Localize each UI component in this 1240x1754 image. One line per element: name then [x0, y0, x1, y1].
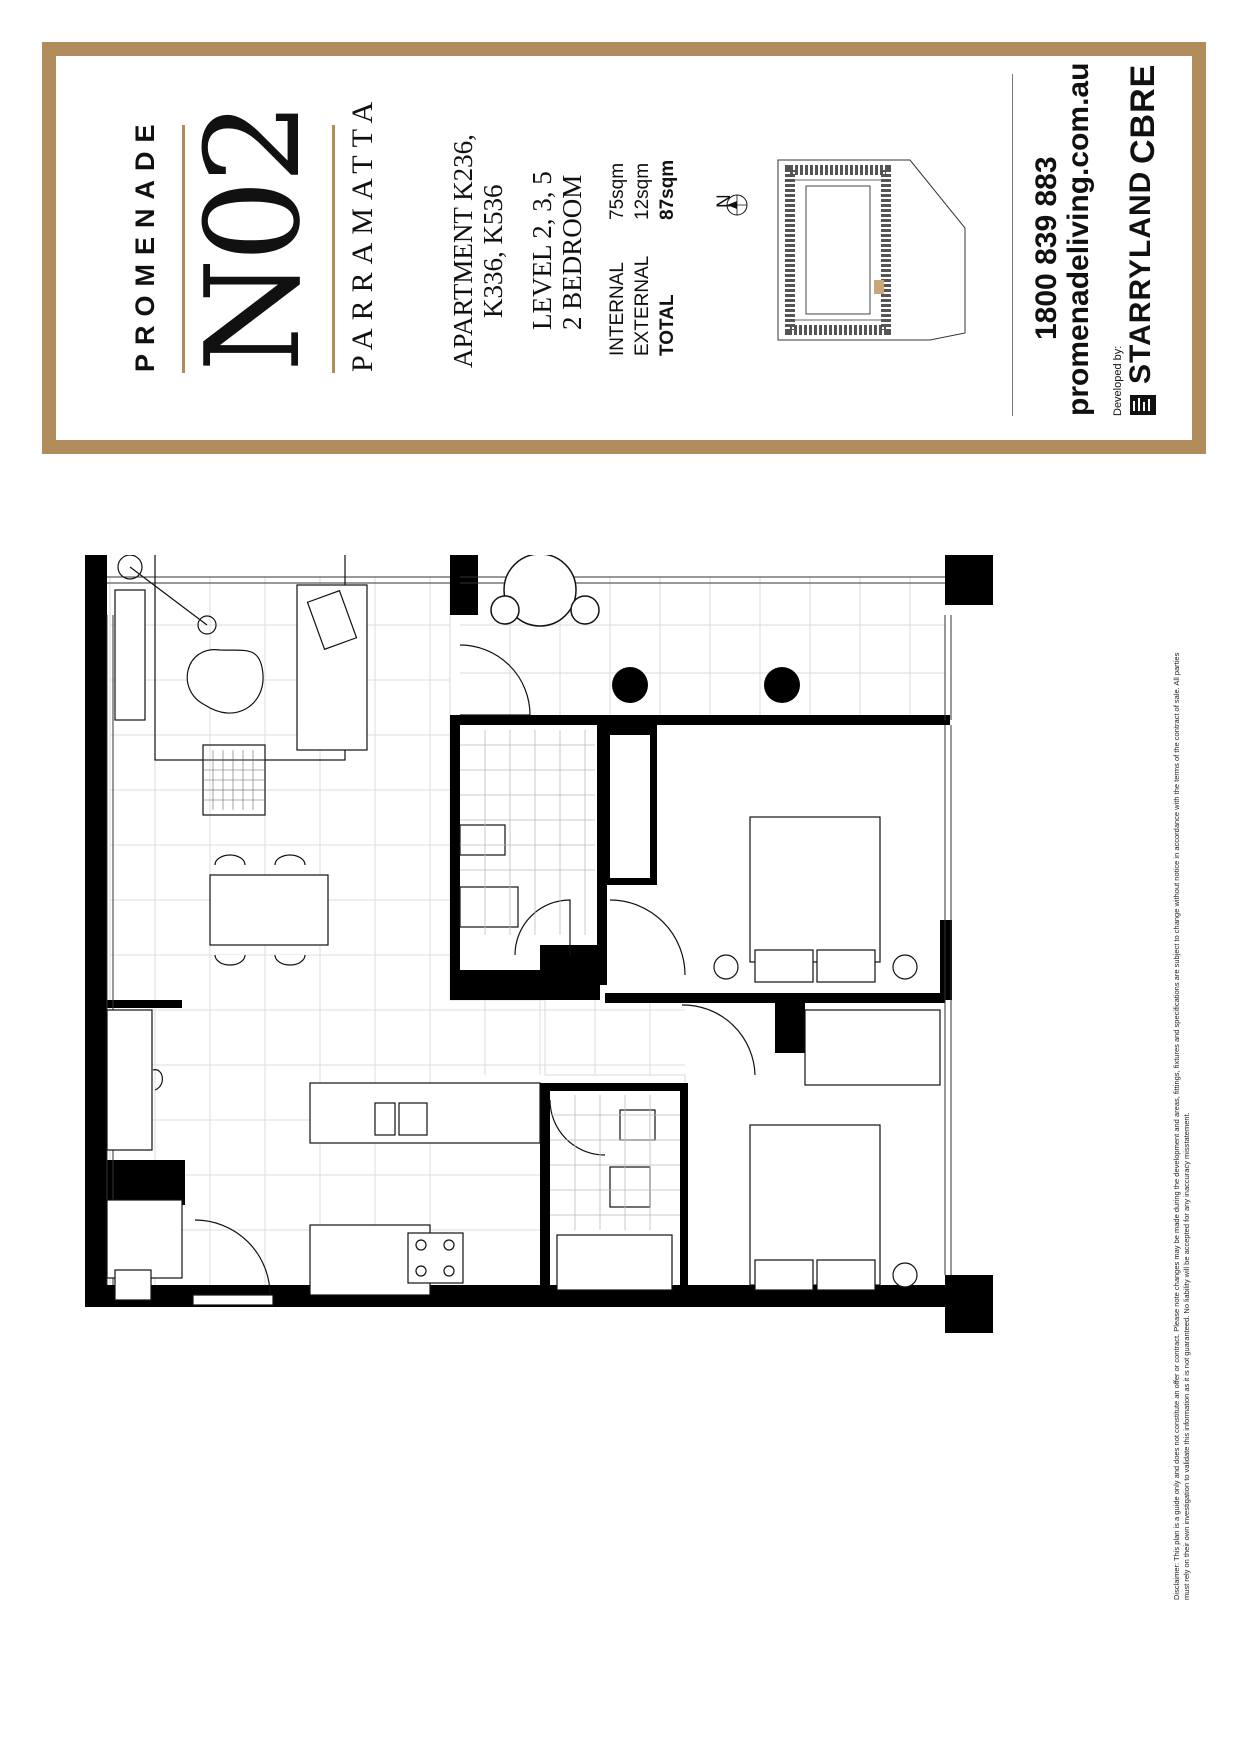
brand-rule-right — [332, 125, 335, 373]
area-total-value-label: 87sqm — [657, 159, 678, 220]
area-internal-value — [605, 163, 630, 220]
balcony-door — [460, 645, 530, 715]
header-rotated-texts — [0, 0, 1240, 470]
kitchen — [107, 1010, 540, 1305]
area-total-label: TOTAL — [657, 294, 678, 356]
contact-phone — [1030, 156, 1064, 340]
area-internal-value-label: 75sqm — [607, 162, 628, 220]
balcony-columns — [612, 667, 800, 703]
disclaimer — [1172, 530, 1192, 1600]
apartment-line-1 — [448, 134, 478, 368]
area-external — [630, 256, 655, 356]
bedroom-line — [557, 175, 587, 330]
brand-main — [177, 104, 329, 372]
living-furniture — [115, 555, 367, 815]
level-line — [527, 171, 557, 330]
brand-top — [130, 115, 161, 372]
developer-logo — [1124, 171, 1158, 384]
level-line-label: LEVEL 2, 3, 5 — [527, 171, 557, 330]
developer-logo-label: STARRYLAND — [1124, 170, 1157, 384]
area-total — [655, 294, 680, 356]
brand-city-label: PARRAMATTA — [346, 93, 379, 372]
agent-logo — [1124, 64, 1163, 164]
header-divider — [1012, 74, 1013, 416]
starryland-logo-icon — [1128, 393, 1158, 417]
balcony-furniture — [491, 555, 599, 626]
bathroom-2-tiles — [550, 1095, 680, 1230]
bathroom-1 — [460, 825, 570, 955]
building-keyplan-icon — [770, 158, 970, 343]
area-external-value — [630, 163, 655, 220]
contact-website-label[interactable]: promenadeliving.com.au — [1062, 62, 1095, 416]
floor-plan — [85, 555, 1120, 1495]
north-label-text: N — [714, 194, 735, 208]
ottoman-hatch — [203, 750, 265, 810]
bathroom-2 — [550, 1100, 672, 1290]
brand-top-label: PROMENADE — [130, 115, 160, 372]
apartment-line-1-label: APARTMENT K236, — [448, 134, 478, 368]
agent-logo-label: CBRE — [1124, 63, 1162, 164]
area-external-label: EXTERNAL — [632, 255, 653, 356]
area-external-value-label: 12sqm — [632, 162, 653, 220]
north-label — [712, 194, 737, 208]
area-internal — [605, 246, 630, 356]
contact-phone-label[interactable]: 1800 839 883 — [1030, 156, 1063, 340]
disclaimer-line-2: must rely on their own investigation to validate this information as it is not guaranteed. No liability will be accepted for any inaccuracy misstatement. — [1182, 1112, 1191, 1600]
floor-plan-drawing — [85, 555, 1120, 1495]
brand-city — [346, 94, 380, 372]
apartment-line-2 — [478, 185, 508, 319]
area-internal-label: INTERNAL — [607, 262, 628, 356]
developed-by-label: Developed by: — [1112, 345, 1124, 416]
apartment-line-2-label: K336, K536 — [478, 184, 508, 318]
disclaimer-line-1: Disclaimer: This plan is a guide only and does not constitute an offer or contract. Please note changes may be made during the development and areas, fittings, fixtures and specifications are subject to change without notice in accordance with the terms of the contract of sale. All parties — [1172, 652, 1181, 1600]
contact-website — [1062, 63, 1096, 416]
area-total-value — [655, 160, 680, 220]
brand-main-label: N02 — [177, 104, 329, 372]
bedroom-line-label: 2 BEDROOM — [557, 174, 587, 330]
dining-furniture — [210, 855, 328, 965]
